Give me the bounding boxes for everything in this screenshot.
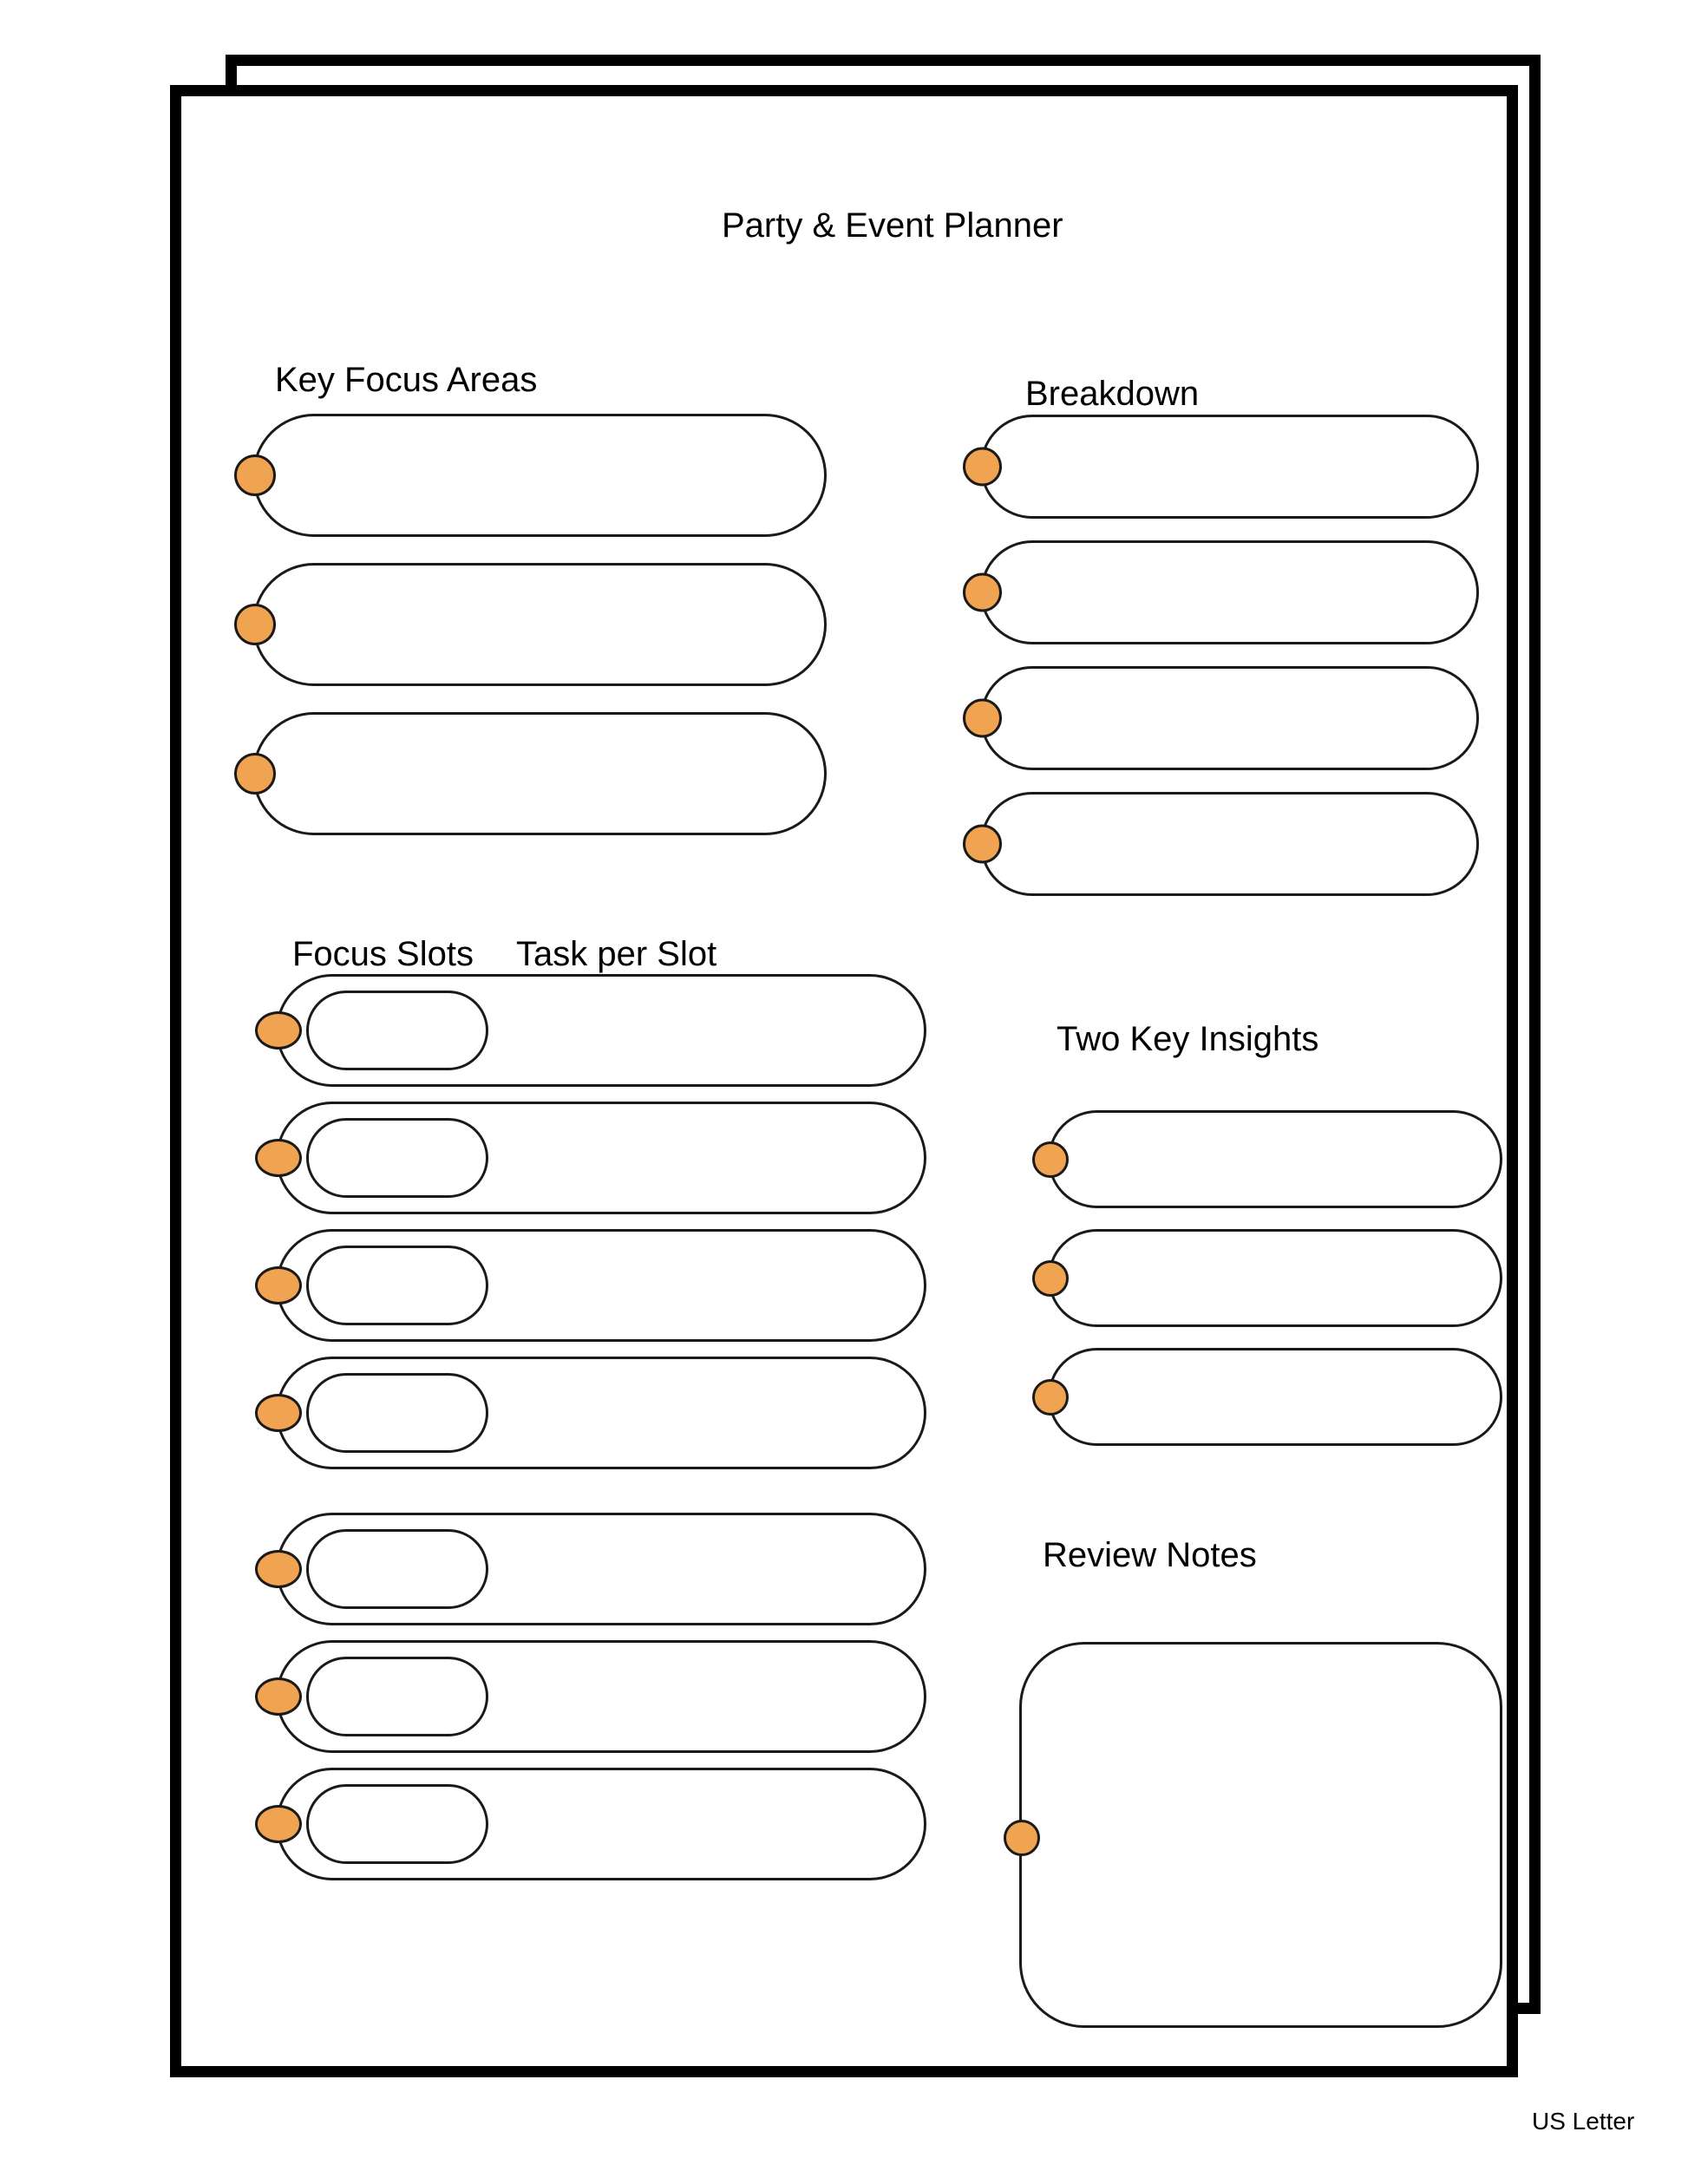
focus-slot-field[interactable] <box>306 1657 488 1736</box>
breakdown-slot[interactable] <box>980 540 1479 644</box>
bullet-dot-icon <box>234 604 276 645</box>
focus-slot-field[interactable] <box>306 1246 488 1325</box>
bullet-dot-icon <box>963 825 1002 864</box>
bullet-dot-icon <box>255 1677 302 1716</box>
breakdown-heading: Breakdown <box>1025 375 1200 413</box>
bullet-dot-icon <box>255 1394 302 1432</box>
insight-slot[interactable] <box>1048 1229 1502 1327</box>
key-focus-slot[interactable] <box>252 712 827 835</box>
focus-slot-field[interactable] <box>306 1373 488 1453</box>
bullet-dot-icon <box>963 699 1002 738</box>
bullet-dot-icon <box>963 573 1002 612</box>
task-per-slot-field[interactable] <box>276 1513 926 1625</box>
two-key-insights-heading: Two Key Insights <box>1057 1020 1319 1058</box>
task-per-slot-field[interactable] <box>276 1640 926 1753</box>
bullet-dot-icon <box>255 1805 302 1843</box>
review-notes-heading: Review Notes <box>1043 1536 1257 1574</box>
key-focus-areas-heading: Key Focus Areas <box>275 361 538 399</box>
bullet-dot-icon <box>255 1550 302 1588</box>
focus-slot-field[interactable] <box>306 1784 488 1864</box>
task-per-slot-field[interactable] <box>276 974 926 1087</box>
bullet-dot-icon <box>1032 1260 1069 1297</box>
task-per-slot-field[interactable] <box>276 1357 926 1469</box>
bullet-dot-icon <box>234 753 276 794</box>
task-per-slot-field[interactable] <box>276 1229 926 1342</box>
task-per-slot-field[interactable] <box>276 1102 926 1214</box>
bullet-dot-icon <box>234 454 276 496</box>
focus-slot-field[interactable] <box>306 1529 488 1609</box>
bullet-dot-icon <box>255 1266 302 1305</box>
key-focus-slot[interactable] <box>252 563 827 686</box>
bullet-dot-icon <box>1032 1141 1069 1178</box>
bullet-dot-icon <box>963 448 1002 487</box>
key-focus-slot[interactable] <box>252 414 827 537</box>
task-per-slot-field[interactable] <box>276 1768 926 1880</box>
insight-slot[interactable] <box>1048 1110 1502 1208</box>
review-notes-field[interactable] <box>1019 1642 1502 2028</box>
insight-slot[interactable] <box>1048 1348 1502 1446</box>
breakdown-slot[interactable] <box>980 666 1479 770</box>
focus-slot-field[interactable] <box>306 991 488 1070</box>
bullet-dot-icon <box>1004 1820 1040 1856</box>
focus-slots-heading: Focus Slots <box>292 935 474 973</box>
task-per-slot-heading: Task per Slot <box>516 935 717 973</box>
bullet-dot-icon <box>255 1011 302 1049</box>
bullet-dot-icon <box>1032 1379 1069 1416</box>
breakdown-slot[interactable] <box>980 792 1479 896</box>
page-title: Party & Event Planner <box>722 206 1063 245</box>
paper-size-label: US Letter <box>1532 2108 1635 2135</box>
focus-slot-field[interactable] <box>306 1118 488 1198</box>
bullet-dot-icon <box>255 1139 302 1177</box>
breakdown-slot[interactable] <box>980 415 1479 519</box>
